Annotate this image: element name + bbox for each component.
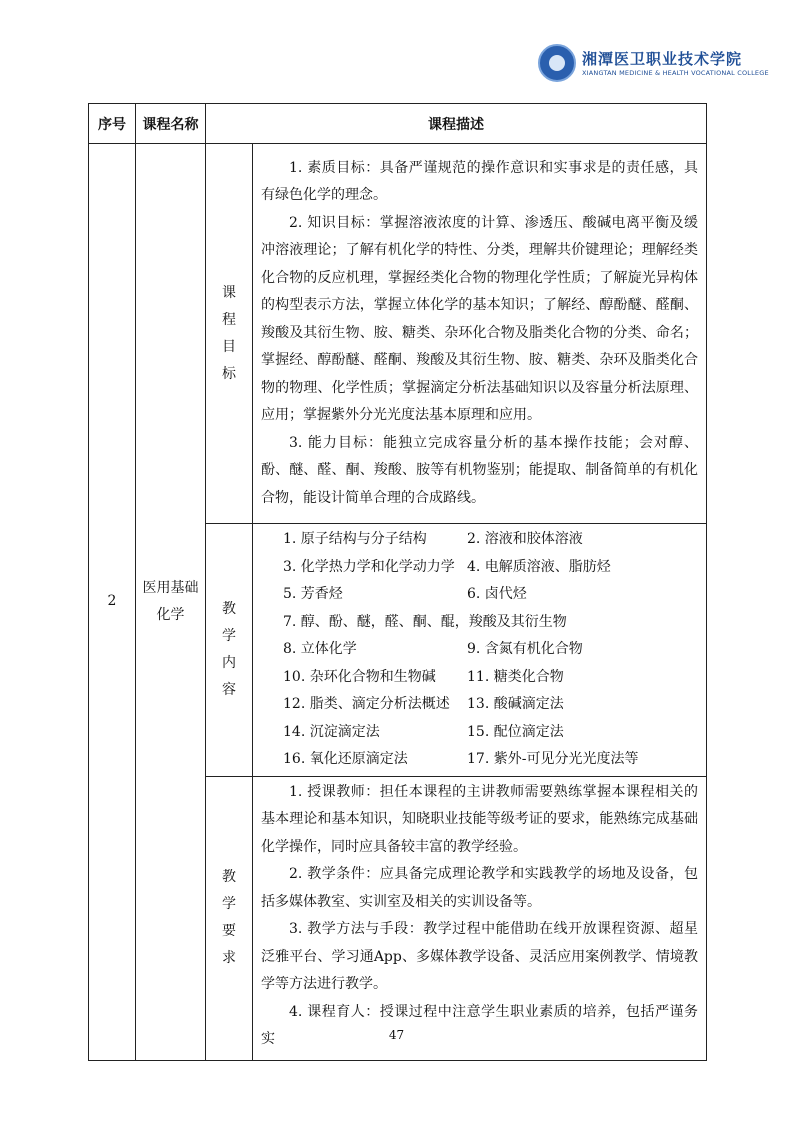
content-item: 16. 氧化还原滴定法 <box>283 751 408 767</box>
content-item: 15. 配位滴定法 <box>467 723 564 740</box>
content-item: 1. 原子结构与分子结构 <box>283 531 427 547</box>
content-item: 12. 脂类、滴定分析法概述 <box>283 696 450 712</box>
goals-paragraph: 3. 能力目标：能独立完成容量分析的基本操作技能；会对醇、酚、醚、醛、酮、羧酸、胺等有机物鉴别；能提取、制备简单的有机化合物，能设计简单合理的合成路线。 <box>261 434 698 506</box>
content-item: 17. 紫外-可见分光光度法等 <box>467 751 639 767</box>
content-cell <box>253 524 707 777</box>
content-item: 7. 醇、酚、醚，醛、酮、醌，羧酸及其衍生物 <box>283 613 567 630</box>
content-item: 2. 溶液和胶体溶液 <box>467 531 583 547</box>
header-course-name: 课程名称 <box>136 104 206 144</box>
goals-cell <box>253 144 707 524</box>
header-index: 序号 <box>89 104 136 144</box>
logo-english-name: XIANGTAN MEDICINE & HEALTH VOCATIONAL COLLEGE <box>582 69 769 77</box>
requirements-paragraph: 2. 教学条件：应具备完成理论教学和实践教学的场地及设备，包括多媒体教室、实训室及相关的实训设备等。 <box>261 866 698 910</box>
course-table <box>88 103 707 1061</box>
requirements-label: 教学要求 <box>222 869 236 966</box>
goals-label-cell <box>206 144 253 524</box>
requirements-paragraph: 4. 课程育人：授课过程中注意学生职业素质的培养，包括严谨务实 <box>261 1003 698 1047</box>
content-label: 教学内容 <box>222 600 236 698</box>
logo-chinese-name: 湘潭医卫职业技术学院 <box>582 50 743 68</box>
requirements-paragraph: 3. 教学方法与手段：教学过程中能借助在线开放课程资源、超星泛雅平台、学习通App、多媒体教学设备、灵活应用案例教学、情境教学等方法进行教学。 <box>261 921 698 992</box>
college-logo <box>538 44 769 84</box>
requirements-cell <box>253 776 707 1060</box>
table-header-row <box>89 104 707 144</box>
content-item: 9. 含氮有机化合物 <box>467 641 583 657</box>
content-label-cell <box>206 524 253 777</box>
row-course-name <box>136 144 206 1061</box>
content-item: 10. 杂环化合物和生物碱 <box>283 668 436 685</box>
content-item: 4. 电解质溶液、脂肪烃 <box>467 558 611 575</box>
page-number: 47 <box>388 1028 405 1042</box>
content-item: 3. 化学热力学和化学动力学 <box>283 558 455 575</box>
content-item: 5. 芳香烃 <box>283 586 343 602</box>
content-item: 11. 糖类化合物 <box>467 668 564 685</box>
content-item: 6. 卤代烃 <box>467 586 527 602</box>
college-emblem-icon <box>538 44 576 82</box>
content-item: 8. 立体化学 <box>283 641 357 657</box>
goals-label: 课程目标 <box>222 284 236 382</box>
content-item: 14. 沉淀滴定法 <box>283 723 380 740</box>
header-description: 课程描述 <box>206 104 707 144</box>
table-row <box>89 144 707 524</box>
requirements-label-cell <box>206 776 253 1060</box>
row-index: 2 <box>89 144 136 1061</box>
requirements-paragraph: 1. 授课教师：担任本课程的主讲教师需要熟练掌握本课程相关的基本理论和基本知识，知晓职业技能等级考证的要求，能熟练完成基础化学操作，同时应具备较丰富的教学经验。 <box>261 783 698 855</box>
content-item: 13. 酸碱滴定法 <box>467 696 564 712</box>
goals-paragraph: 2. 知识目标：掌握溶液浓度的计算、渗透压、酸碱电离平衡及缓冲溶液理论；了解有机化学的特性、分类，理解共价键理论；理解经类化合物的反应机理，掌握经类化合物的物理化学性质；了解旋光异构体的构型表示方法，掌握立体化学的基本知识；了解经、醇酚醚、醛酮、羧酸及其衍生物、胺、糖类、杂环化合物及脂类化合物的分类、命名；掌握经、醇酚醚、醛酮、羧酸及其衍生物、胺、糖类、杂环及脂类化合物的物理、化学性质；掌握滴定分析法基础知识以及容量分析法原理、应用；掌握紫外分光光度法基本原理和应用。 <box>261 214 698 424</box>
goals-paragraph: 1. 素质目标：具备严谨规范的操作意识和实事求是的责任感，具有绿色化学的理念。 <box>261 159 698 204</box>
course-name-text: 医用基础化学 <box>142 579 199 623</box>
